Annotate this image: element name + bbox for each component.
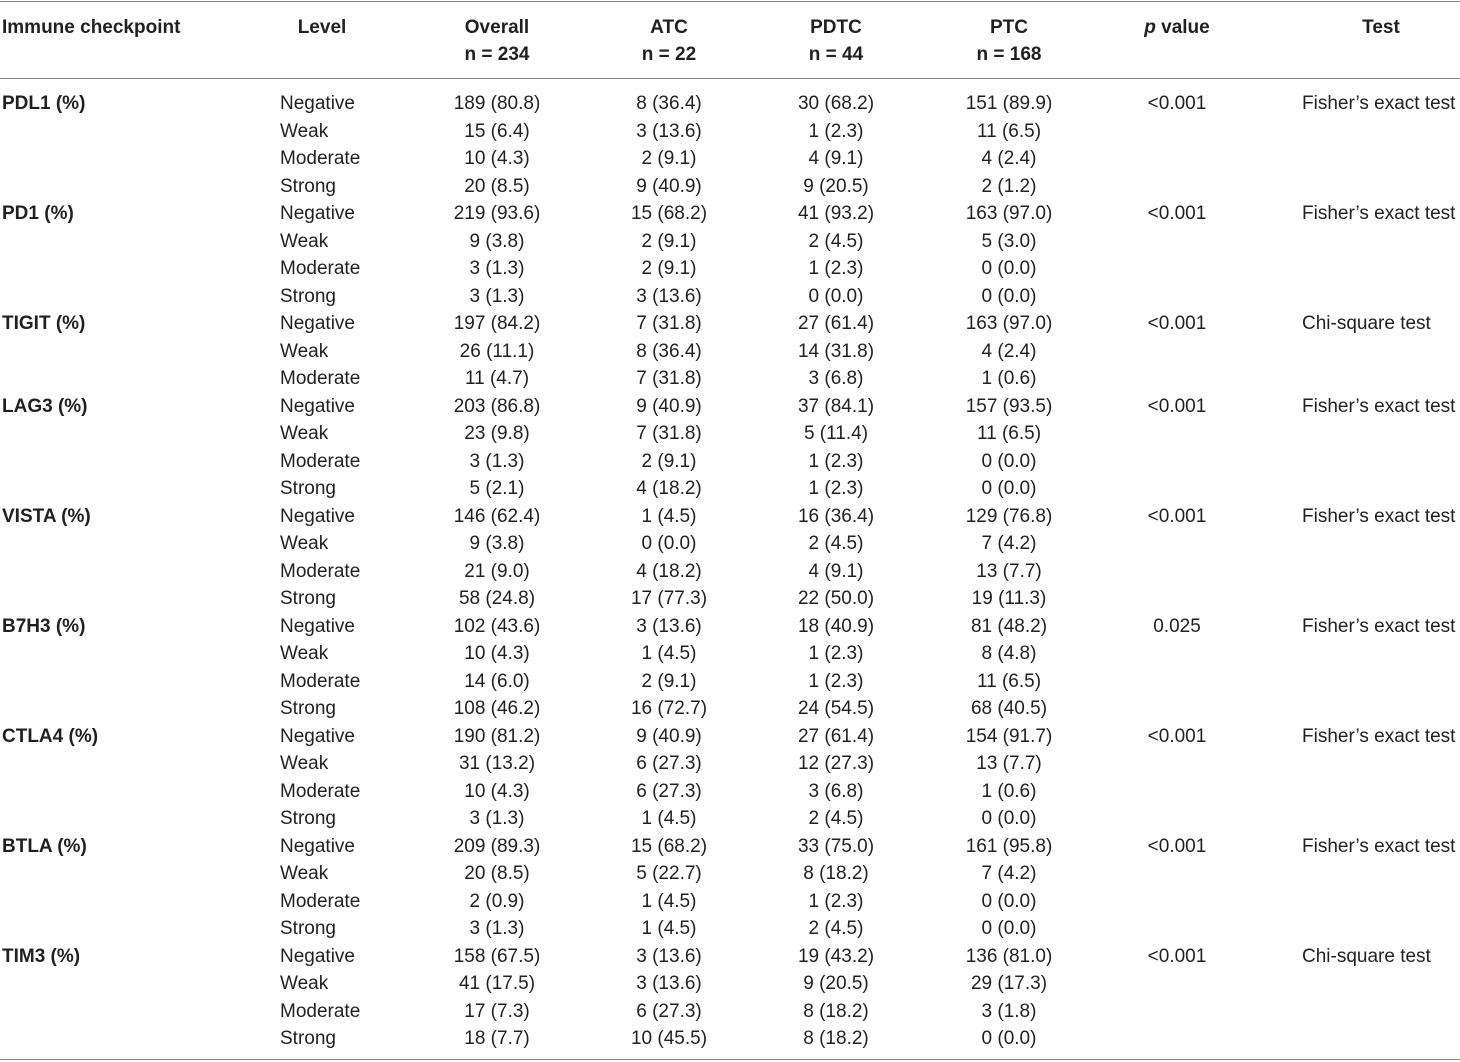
pdtc-cell: 1 (2.3) [808,120,864,142]
level-cell: Moderate [280,670,361,692]
atc-cell: 6 (27.3) [636,1000,702,1022]
ptc-cell: 2 (1.2) [981,175,1037,197]
p-value-cell: <0.001 [1147,313,1207,334]
test-cell: Fisher’s exact test [1302,395,1456,417]
table-row [0,585,1460,613]
header-pdtc-label: PDTC [810,17,862,38]
pdtc-cell: 4 (9.1) [808,560,864,582]
header-level: Level [297,17,347,38]
table-row [0,888,1460,916]
atc-cell: 2 (9.1) [641,670,697,692]
pdtc-cell: 9 (20.5) [803,175,869,197]
overall-cell: 209 (89.3) [453,835,541,857]
atc-cell: 4 (18.2) [636,478,702,499]
table-row [0,338,1460,366]
p-value-cell: <0.001 [1147,835,1207,857]
ptc-cell: 163 (97.0) [965,203,1053,224]
atc-cell: 1 (4.5) [641,890,697,912]
header-p-rest: value [1155,17,1210,38]
level-cell: Weak [280,863,329,884]
pdtc-cell: 12 (27.3) [797,753,875,774]
table-row [0,723,1460,751]
header-atc [642,14,696,68]
table-row [0,503,1460,531]
atc-cell: 5 (22.7) [636,863,702,884]
level-cell: Strong [280,285,336,307]
test-cell: Fisher’s exact test [1302,615,1456,637]
level-cell: Moderate [280,258,361,279]
level-cell: Weak [280,230,329,252]
overall-cell: 26 (11.1) [459,340,535,362]
atc-cell: 1 (4.5) [641,643,697,664]
header-ptc-label: PTC [990,17,1028,38]
ptc-cell: 161 (95.8) [965,835,1053,857]
atc-cell: 2 (9.1) [641,450,697,472]
test-cell: Fisher’s exact test [1302,505,1456,527]
overall-cell: 158 (67.5) [453,945,541,967]
overall-cell: 5 (2.1) [469,478,525,499]
ptc-cell: 0 (0.0) [981,808,1037,829]
overall-cell: 41 (17.5) [458,973,536,994]
overall-cell: 219 (93.6) [453,203,541,224]
ptc-cell: 129 (76.8) [965,505,1053,527]
table-row [0,640,1460,668]
ptc-cell: 0 (0.0) [981,285,1037,307]
table-row [0,365,1460,393]
pdtc-cell: 1 (2.3) [808,643,864,664]
header-p-italic: p [1144,17,1156,38]
ptc-cell: 5 (3.0) [981,230,1037,252]
header-overall [465,14,530,68]
table-row [0,558,1460,586]
test-cell: Fisher’s exact test [1302,835,1456,857]
pdtc-cell: 19 (43.2) [797,945,875,967]
level-cell: Weak [280,423,329,444]
pdtc-cell: 24 (54.5) [797,698,875,719]
ptc-cell: 151 (89.9) [965,93,1053,114]
table-row [0,943,1460,971]
pdtc-cell: 1 (2.3) [808,670,864,692]
ptc-cell: 0 (0.0) [981,450,1037,472]
atc-cell: 9 (40.9) [636,725,702,747]
ptc-cell: 68 (40.5) [970,698,1048,719]
ptc-cell: 3 (1.8) [981,1000,1037,1022]
header-atc-n: n = 22 [641,44,697,65]
checkpoint-name: CTLA4 (%) [2,725,99,747]
overall-cell: 189 (80.8) [453,93,541,114]
level-cell: Weak [280,340,329,362]
atc-cell: 4 (18.2) [636,560,702,582]
header-ptc [977,14,1042,68]
table-row [0,90,1460,118]
pdtc-cell: 9 (20.5) [803,973,869,994]
atc-cell: 15 (68.2) [630,203,708,224]
ptc-cell: 29 (17.3) [970,973,1048,994]
overall-cell: 20 (8.5) [464,175,530,197]
level-cell: Negative [280,395,355,417]
atc-cell: 6 (27.3) [636,753,702,774]
atc-cell: 7 (31.8) [636,423,702,444]
level-cell: Negative [280,505,355,527]
table-row [0,145,1460,173]
level-cell: Moderate [280,368,361,389]
pdtc-cell: 3 (6.8) [808,368,864,389]
checkpoint-name: VISTA (%) [2,505,91,527]
ptc-cell: 1 (0.6) [981,368,1037,389]
p-value-cell: <0.001 [1147,93,1207,114]
overall-cell: 203 (86.8) [453,395,541,417]
header-test: Test [1362,17,1400,38]
level-cell: Strong [280,175,336,197]
table-row [0,420,1460,448]
atc-cell: 7 (31.8) [636,313,702,334]
overall-cell: 21 (9.0) [464,560,530,582]
pdtc-cell: 22 (50.0) [797,588,875,609]
table-row [0,668,1460,696]
overall-cell: 3 (1.3) [469,918,525,939]
overall-cell: 197 (84.2) [453,313,541,334]
header-p-value [1144,14,1209,41]
level-cell: Negative [280,615,355,637]
overall-cell: 146 (62.4) [453,505,541,527]
header-pdtc-n: n = 44 [808,44,864,65]
table-row [0,475,1460,503]
p-value-cell: 0.025 [1153,615,1201,637]
level-cell: Negative [280,725,355,747]
pdtc-cell: 27 (61.4) [797,725,875,747]
table-row [0,118,1460,146]
test-cell: Fisher’s exact test [1302,725,1456,747]
table-row [0,530,1460,558]
level-cell: Negative [280,93,355,114]
atc-cell: 9 (40.9) [636,175,702,197]
atc-cell: 7 (31.8) [636,368,702,389]
level-cell: Strong [280,588,336,609]
atc-cell: 3 (13.6) [636,285,702,307]
ptc-cell: 19 (11.3) [971,588,1047,609]
table-row [0,915,1460,943]
atc-cell: 1 (4.5) [641,918,697,939]
pdtc-cell: 41 (93.2) [797,203,875,224]
level-cell: Strong [280,918,336,939]
atc-cell: 2 (9.1) [641,148,697,169]
pdtc-cell: 1 (2.3) [808,258,864,279]
overall-cell: 3 (1.3) [469,808,525,829]
table-row [0,310,1460,338]
table-row [0,200,1460,228]
checkpoint-name: LAG3 (%) [2,395,88,417]
pdtc-cell: 2 (4.5) [808,808,864,829]
overall-cell: 3 (1.3) [469,285,525,307]
checkpoint-name: B7H3 (%) [2,615,86,637]
level-cell: Moderate [280,148,361,169]
pdtc-cell: 8 (18.2) [803,1028,869,1049]
pdtc-cell: 5 (11.4) [803,423,869,444]
ptc-cell: 0 (0.0) [981,918,1037,939]
atc-cell: 3 (13.6) [636,120,702,142]
checkpoint-name: PDL1 (%) [2,93,86,114]
header-immune-checkpoint: Immune checkpoint [2,17,181,38]
ptc-cell: 157 (93.5) [965,395,1053,417]
level-cell: Weak [280,120,329,142]
pdtc-cell: 0 (0.0) [808,285,864,307]
level-cell: Negative [280,835,355,857]
atc-cell: 17 (77.3) [630,588,708,609]
table-row [0,1025,1460,1053]
table-row [0,255,1460,283]
overall-cell: 190 (81.2) [453,725,541,747]
overall-cell: 9 (3.8) [469,533,525,554]
atc-cell: 15 (68.2) [630,835,708,857]
overall-cell: 102 (43.6) [453,615,541,637]
ptc-cell: 0 (0.0) [981,258,1037,279]
header-rule [0,78,1460,79]
test-cell: Fisher’s exact test [1302,203,1456,224]
ptc-cell: 8 (4.8) [981,643,1037,664]
atc-cell: 2 (9.1) [641,230,697,252]
atc-cell: 10 (45.5) [630,1028,708,1049]
level-cell: Moderate [280,890,361,912]
ptc-cell: 154 (91.7) [965,725,1053,747]
ptc-cell: 4 (2.4) [981,148,1037,169]
atc-cell: 3 (13.6) [636,973,702,994]
ptc-cell: 13 (7.7) [976,753,1042,774]
ptc-cell: 0 (0.0) [981,1028,1037,1049]
ptc-cell: 0 (0.0) [981,890,1037,912]
p-value-cell: <0.001 [1147,725,1207,747]
level-cell: Weak [280,973,329,994]
overall-cell: 10 (4.3) [464,148,530,169]
overall-cell: 10 (4.3) [464,780,530,802]
ptc-cell: 7 (4.2) [981,863,1037,884]
table-row [0,448,1460,476]
checkpoint-name: TIM3 (%) [2,945,81,967]
table-row [0,613,1460,641]
p-value-cell: <0.001 [1147,395,1207,417]
pdtc-cell: 14 (31.8) [797,340,875,362]
atc-cell: 3 (13.6) [636,615,702,637]
header-ptc-n: n = 168 [976,44,1042,65]
header-overall-n: n = 234 [464,44,530,65]
overall-cell: 108 (46.2) [453,698,541,719]
overall-cell: 18 (7.7) [464,1028,530,1049]
pdtc-cell: 8 (18.2) [803,1000,869,1022]
atc-cell: 2 (9.1) [641,258,697,279]
pdtc-cell: 18 (40.9) [797,615,875,637]
table-row [0,778,1460,806]
level-cell: Weak [280,753,329,774]
ptc-cell: 1 (0.6) [981,780,1037,802]
level-cell: Moderate [280,450,361,472]
test-cell: Chi-square test [1302,945,1431,967]
overall-cell: 3 (1.3) [469,258,525,279]
level-cell: Weak [280,643,329,664]
level-cell: Strong [280,478,336,499]
test-cell: Fisher’s exact test [1302,93,1456,114]
atc-cell: 8 (36.4) [636,93,702,114]
overall-cell: 58 (24.8) [458,588,536,609]
level-cell: Negative [280,313,355,334]
table-row [0,805,1460,833]
pdtc-cell: 33 (75.0) [797,835,875,857]
level-cell: Strong [280,1028,336,1049]
pdtc-cell: 1 (2.3) [808,890,864,912]
atc-cell: 0 (0.0) [641,533,697,554]
overall-cell: 10 (4.3) [464,643,530,664]
pdtc-cell: 2 (4.5) [808,230,864,252]
overall-cell: 14 (6.0) [464,670,530,692]
table-row [0,970,1460,998]
atc-cell: 1 (4.5) [641,808,697,829]
ptc-cell: 7 (4.2) [981,533,1037,554]
atc-cell: 9 (40.9) [636,395,702,417]
table-row [0,228,1460,256]
p-value-cell: <0.001 [1147,203,1207,224]
atc-cell: 8 (36.4) [636,340,702,362]
pdtc-cell: 8 (18.2) [803,863,869,884]
table-row [0,173,1460,201]
ptc-cell: 11 (6.5) [976,670,1042,692]
checkpoint-name: TIGIT (%) [2,313,86,334]
table-row [0,283,1460,311]
header-atc-label: ATC [650,17,688,38]
pdtc-cell: 1 (2.3) [808,478,864,499]
pdtc-cell: 2 (4.5) [808,533,864,554]
ptc-cell: 4 (2.4) [981,340,1037,362]
ptc-cell: 81 (48.2) [970,615,1048,637]
atc-cell: 1 (4.5) [641,505,697,527]
overall-cell: 3 (1.3) [469,450,525,472]
overall-cell: 9 (3.8) [469,230,525,252]
pdtc-cell: 37 (84.1) [797,395,875,417]
p-value-cell: <0.001 [1147,505,1207,527]
table-row [0,695,1460,723]
test-cell: Chi-square test [1302,313,1431,334]
header-pdtc [809,14,863,68]
level-cell: Negative [280,945,355,967]
level-cell: Strong [280,808,336,829]
top-rule [0,1,1460,2]
level-cell: Moderate [280,780,361,802]
table-row [0,998,1460,1026]
level-cell: Moderate [280,1000,361,1022]
table-row [0,750,1460,778]
overall-cell: 11 (4.7) [464,368,530,389]
overall-cell: 17 (7.3) [464,1000,530,1022]
ptc-cell: 0 (0.0) [981,478,1037,499]
overall-cell: 20 (8.5) [464,863,530,884]
pdtc-cell: 3 (6.8) [808,780,864,802]
checkpoint-name: PD1 (%) [2,203,74,224]
table-row [0,833,1460,861]
checkpoint-name: BTLA (%) [2,835,87,857]
pdtc-cell: 1 (2.3) [808,450,864,472]
header-overall-label: Overall [464,17,530,38]
table-row [0,393,1460,421]
pdtc-cell: 4 (9.1) [808,148,864,169]
ptc-cell: 163 (97.0) [965,313,1053,334]
pdtc-cell: 2 (4.5) [808,918,864,939]
pdtc-cell: 16 (36.4) [797,505,875,527]
ptc-cell: 11 (6.5) [976,423,1042,444]
p-value-cell: <0.001 [1147,945,1207,967]
overall-cell: 31 (13.2) [458,753,536,774]
bottom-rule [0,1059,1460,1060]
overall-cell: 2 (0.9) [469,890,525,912]
table-row [0,860,1460,888]
overall-cell: 23 (9.8) [464,423,530,444]
level-cell: Strong [280,698,336,719]
atc-cell: 6 (27.3) [636,780,702,802]
pdtc-cell: 27 (61.4) [797,313,875,334]
ptc-cell: 11 (6.5) [976,120,1042,142]
level-cell: Moderate [280,560,361,582]
atc-cell: 3 (13.6) [636,945,702,967]
ptc-cell: 13 (7.7) [976,560,1042,582]
level-cell: Negative [280,203,355,224]
pdtc-cell: 30 (68.2) [797,93,875,114]
atc-cell: 16 (72.7) [630,698,708,719]
level-cell: Weak [280,533,329,554]
overall-cell: 15 (6.4) [464,120,530,142]
ptc-cell: 136 (81.0) [965,945,1053,967]
